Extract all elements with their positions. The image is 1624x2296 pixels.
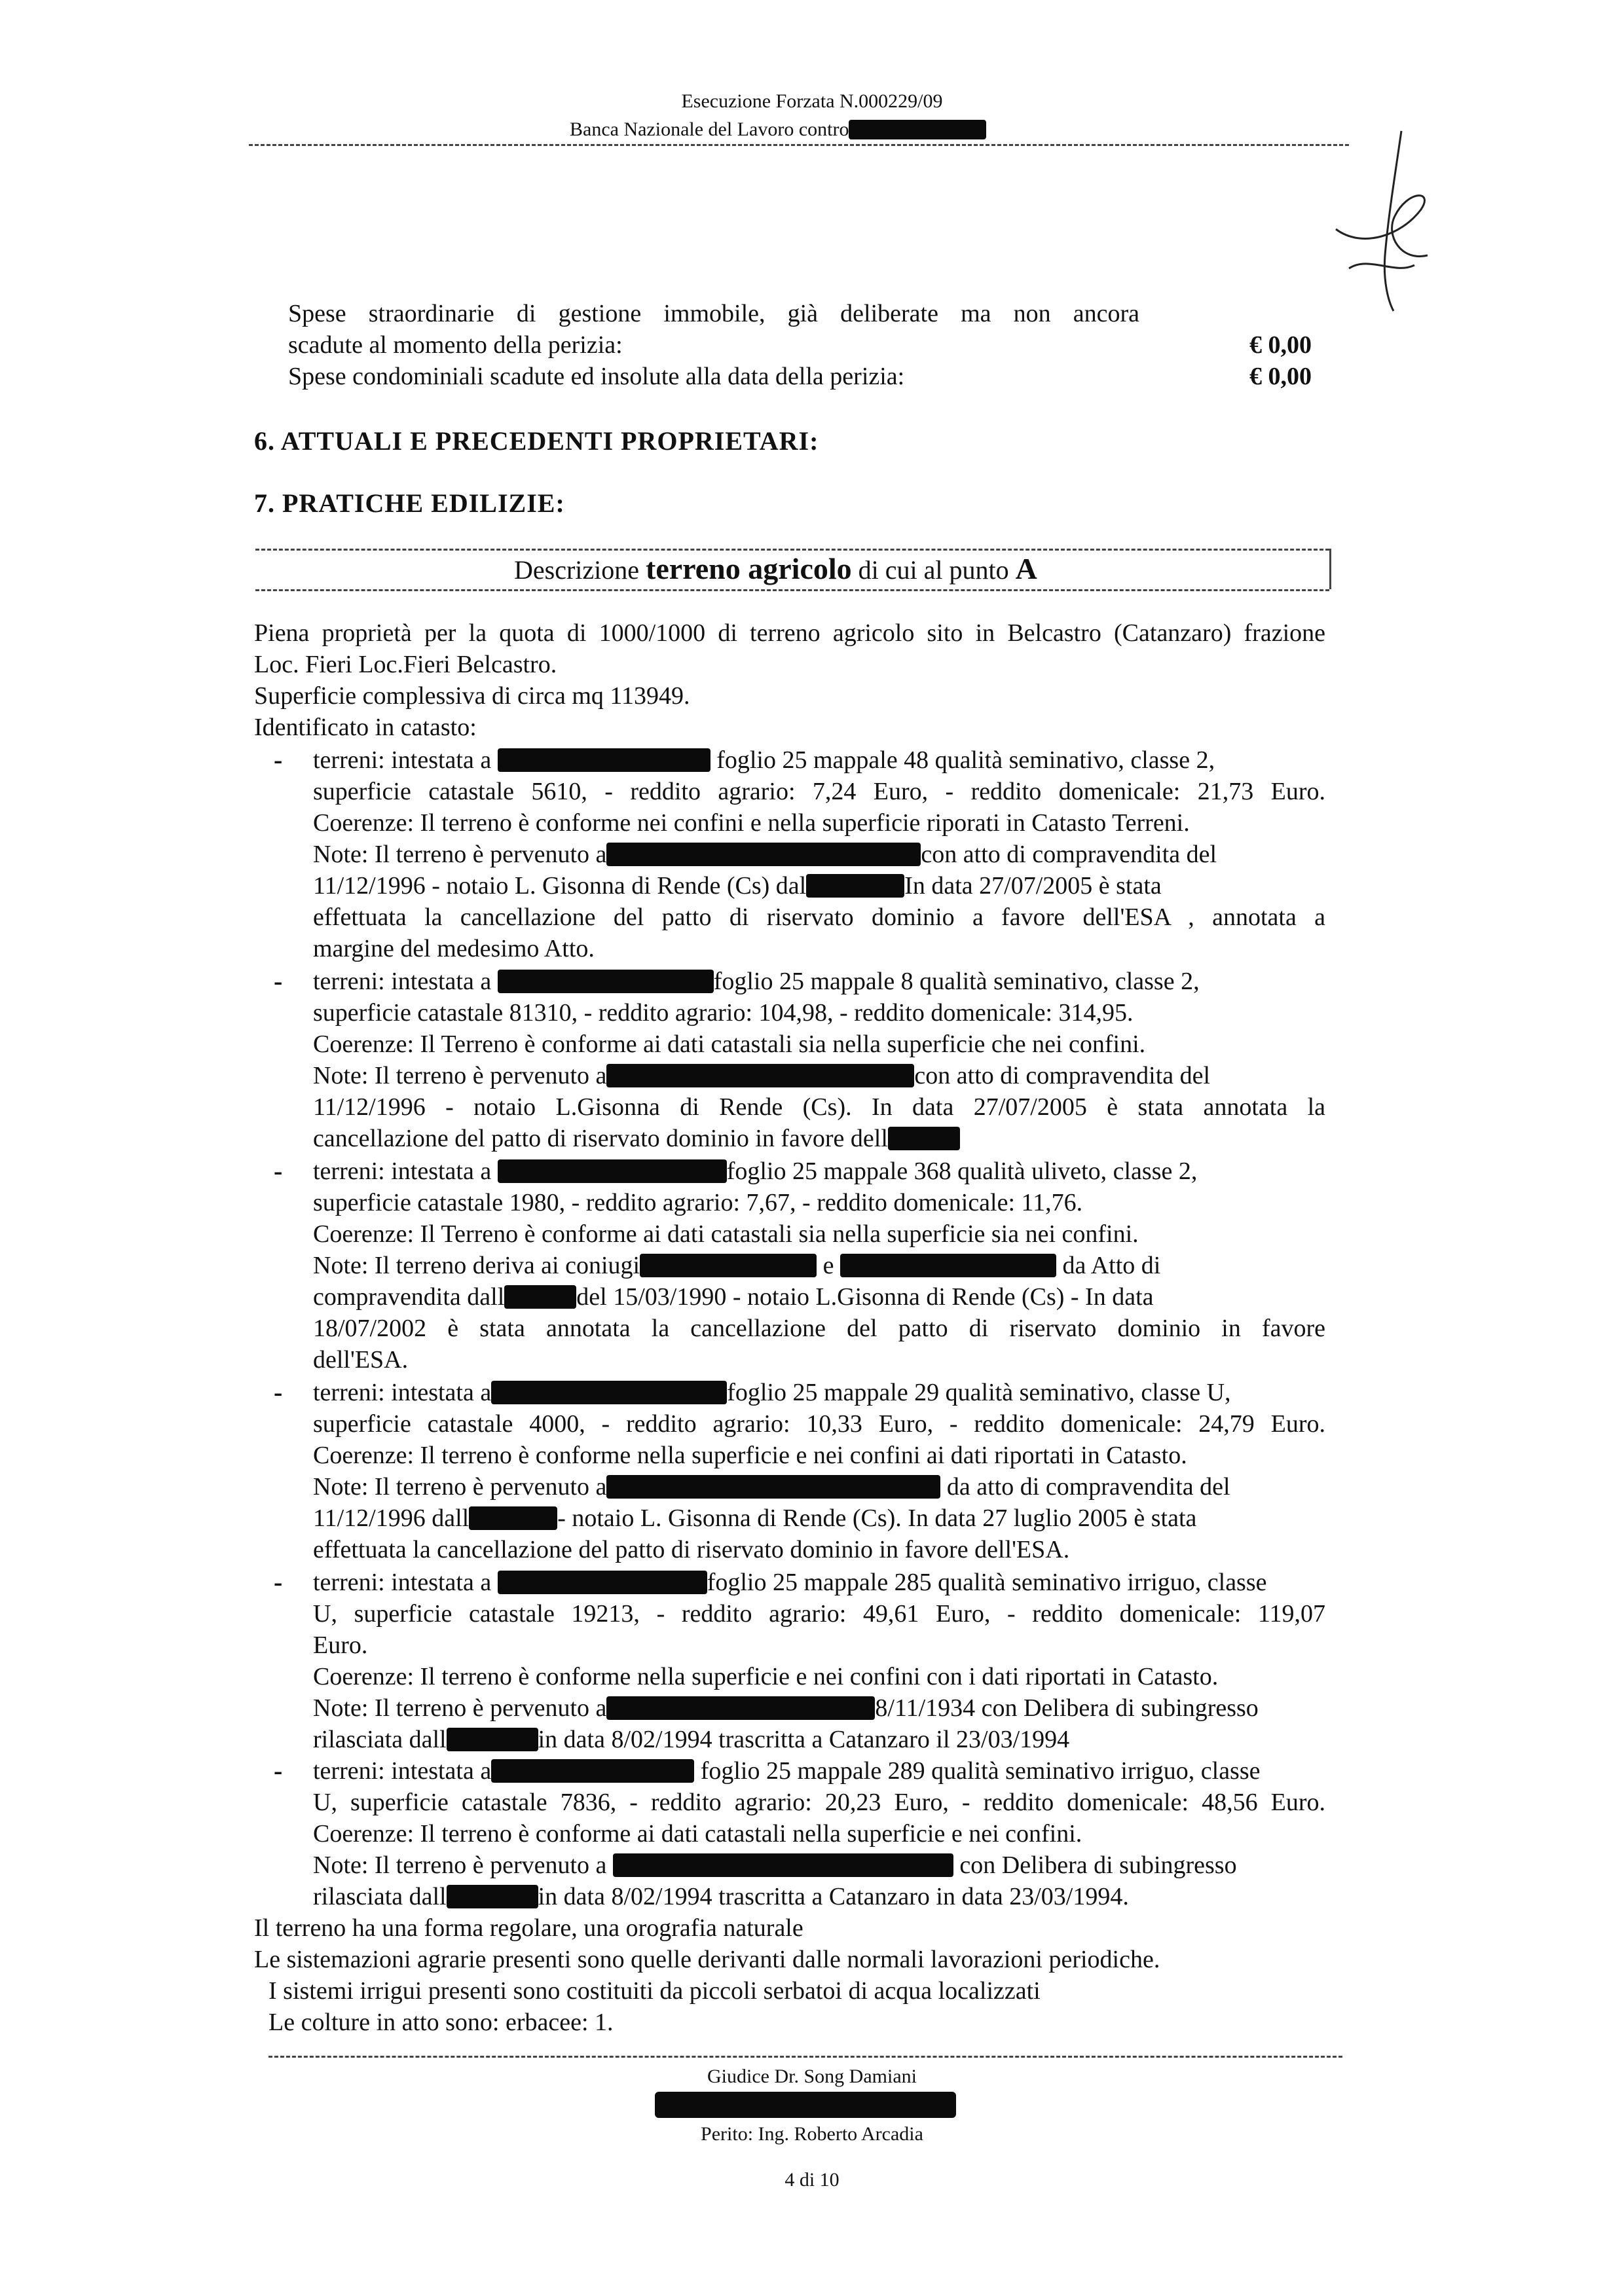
box-title — [514, 551, 1037, 586]
t3-line-2: superficie catastale 1980, - reddito agrario: 7,67, - reddito domenicale: 11,76. — [313, 1189, 1083, 1216]
t1-note-label: Note: Il terreno è pervenuto a — [313, 841, 607, 868]
redacted-name — [498, 1159, 727, 1183]
t5-parcel: foglio 25 mappale 285 qualità seminativo irriguo, classe — [707, 1569, 1267, 1596]
redacted-name — [498, 1571, 707, 1594]
t4-parcel: foglio 25 mappale 29 qualità seminativo, classe U, — [727, 1379, 1231, 1406]
t1-note-text: con atto di compravendita del — [921, 841, 1217, 868]
t2-line-4 — [313, 1060, 1210, 1091]
t5-line-4: Coerenze: Il terreno è conforme nella superficie e nei confini con i dati riportati in Catasto. — [313, 1663, 1219, 1690]
box-title-bold: terreno agricolo — [646, 552, 852, 585]
t6-line-3: Coerenze: Il terreno è conforme ai dati catastali nella superficie e nei confini. — [313, 1820, 1082, 1848]
t5-note-text: 8/11/1934 con Delibera di subingresso — [875, 1694, 1259, 1722]
redacted-name — [491, 1759, 694, 1783]
t6-parcel: foglio 25 mappale 289 qualità seminativo irriguo, classe — [700, 1757, 1261, 1785]
t3-parcel: foglio 25 mappale 368 qualità uliveto, classe 2, — [726, 1157, 1198, 1185]
t2-parcel: foglio 25 mappale 8 qualità seminativo, classe 2, — [713, 968, 1200, 995]
intro-line-1: Piena proprietà per la quota di 1000/1000 di terreno agricolo sito in Belcastro (Catanzaro) frazione — [254, 619, 1325, 647]
redacted-name — [888, 1127, 960, 1150]
redacted-name — [840, 1254, 1056, 1277]
t4-line-6: effettuata la cancellazione del patto di riservato dominio in favore dell'ESA. — [313, 1536, 1070, 1563]
closing-line-1: Il terreno ha una forma regolare, una orografia naturale — [254, 1914, 803, 1942]
t5-owner-label: terreni: intestata a — [313, 1569, 492, 1596]
t4-note-cont: - notaio L. Gisonna di Rende (Cs). In data 27 luglio 2005 è stata — [557, 1504, 1197, 1532]
footer-divider — [268, 2056, 1342, 2058]
t4-line-2: superficie catastale 4000, - reddito agrario: 10,33 Euro, - reddito domenicale: 24,79 Euro. — [313, 1410, 1325, 1438]
t6-note-from: rilasciata dall — [313, 1883, 447, 1910]
t3-note-label: Note: Il terreno deriva ai coniugi — [313, 1252, 640, 1279]
t5-line-1 — [313, 1567, 1267, 1598]
box-top-border — [255, 549, 1329, 551]
spese-amount-2: € 0,00 — [1249, 363, 1312, 390]
redacted-name — [498, 748, 710, 772]
redacted-name — [469, 1506, 557, 1530]
t1-line-7: margine del medesimo Atto. — [313, 935, 595, 962]
t6-line-4 — [313, 1850, 1237, 1881]
bullet-3: - — [274, 1156, 283, 1186]
redacted-name — [806, 874, 904, 898]
t3-line-5 — [313, 1281, 1154, 1313]
t4-note-label: Note: Il terreno è pervenuto a — [313, 1473, 607, 1501]
t4-owner-label: terreni: intestata a — [313, 1379, 492, 1406]
t3-line-1 — [313, 1156, 1197, 1187]
t1-line-5 — [313, 870, 1162, 902]
redacted-name — [606, 1064, 914, 1087]
t5-note-label: Note: Il terreno è pervenuto a — [313, 1694, 607, 1722]
footer-expert: Perito: Ing. Roberto Arcadia — [701, 2123, 923, 2145]
section-6-heading: 6. ATTUALI E PRECEDENTI PROPRIETARI: — [254, 426, 819, 456]
redacted-name — [447, 1728, 538, 1751]
redacted-name — [606, 1475, 940, 1499]
t2-line-3: Coerenze: Il Terreno è conforme ai dati catastali sia nella superficie che nei confini. — [313, 1030, 1146, 1058]
t4-line-1 — [313, 1377, 1231, 1408]
redacted-name — [504, 1285, 576, 1309]
bullet-5: - — [274, 1567, 283, 1597]
t3-note-and: e — [822, 1252, 834, 1279]
t5-line-2: U, superficie catastale 19213, - reddito agrario: 49,61 Euro, - reddito domenicale: 119,07 — [313, 1600, 1325, 1628]
spese-line-2: scadute al momento della perizia: — [288, 331, 623, 359]
t5-line-5 — [313, 1692, 1259, 1724]
t3-line-6: 18/07/2002 è stata annotata la cancellazione del patto di riservato dominio in favore — [313, 1315, 1325, 1342]
signature-icon — [1323, 124, 1441, 314]
t3-note-text: da Atto di — [1062, 1252, 1161, 1279]
t3-note-from: compravendita dall — [313, 1283, 505, 1311]
t2-line-2: superficie catastale 81310, - reddito agrario: 104,98, - reddito domenicale: 314,95. — [313, 999, 1134, 1027]
bullet-6: - — [274, 1756, 283, 1785]
t3-line-4 — [313, 1250, 1160, 1281]
header-line-2 — [570, 117, 986, 143]
t6-line-5 — [313, 1881, 1129, 1912]
t5-line-6 — [313, 1724, 1069, 1755]
redacted-name — [447, 1885, 538, 1908]
t2-note-text: con atto di compravendita del — [914, 1062, 1211, 1089]
t3-note-cont: del 15/03/1990 - notaio L.Gisonna di Rende (Cs) - In data — [576, 1283, 1154, 1311]
t2-note-end: cancellazione del patto di riservato dominio in favore dell — [313, 1125, 888, 1152]
t2-note-label: Note: Il terreno è pervenuto a — [313, 1062, 607, 1089]
redacted-signature — [655, 2092, 956, 2118]
intro-line-3: Superficie complessiva di circa mq 113949. — [254, 682, 690, 710]
header-parties: Banca Nazionale del Lavoro contro — [570, 118, 849, 140]
bullet-1: - — [274, 745, 283, 774]
t3-line-3: Coerenze: Il Terreno è conforme ai dati catastali sia nella superficie sia nei confini. — [313, 1220, 1139, 1248]
t6-line-1 — [313, 1755, 1261, 1787]
t4-note-date: 11/12/1996 dall — [313, 1504, 470, 1532]
spese-line-3: Spese condominiali scadute ed insolute alla data della perizia: — [288, 363, 905, 390]
bullet-4: - — [274, 1377, 283, 1407]
redacted-name — [640, 1254, 817, 1277]
t6-line-2: U, superficie catastale 7836, - reddito agrario: 20,23 Euro, - reddito domenicale: 48,56 Euro. — [313, 1789, 1325, 1816]
t6-owner-label: terreni: intestata a — [313, 1757, 492, 1785]
page-number: 4 di 10 — [784, 2169, 840, 2191]
header-divider — [249, 144, 1349, 146]
t5-note-cont: in data 8/02/1994 trascritta a Catanzaro il 23/03/1994 — [538, 1726, 1070, 1753]
t2-line-5: 11/12/1996 - notaio L.Gisonna di Rende (Cs). In data 27/07/2005 è stata annotata la — [313, 1093, 1325, 1121]
header-line-1: Esecuzione Forzata N.000229/09 — [681, 90, 943, 112]
t4-line-4 — [313, 1471, 1230, 1503]
intro-line-2: Loc. Fieri Loc.Fieri Belcastro. — [254, 651, 557, 678]
t2-owner-label: terreni: intestata a — [313, 968, 492, 995]
t1-parcel: foglio 25 mappale 48 qualità seminativo, classe 2, — [716, 746, 1215, 774]
spese-amount-1: € 0,00 — [1249, 331, 1312, 359]
bullet-2: - — [274, 966, 283, 996]
redacted-name — [613, 1853, 953, 1877]
t1-line-2: superficie catastale 5610, - reddito agrario: 7,24 Euro, - reddito domenicale: 21,73 Euro. — [313, 778, 1325, 805]
closing-line-4: Le colture in atto sono: erbacee: 1. — [268, 2009, 614, 2036]
t1-owner-label: terreni: intestata a — [313, 746, 492, 774]
t1-line-6: effettuata la cancellazione del patto di riservato dominio a favore dell'ESA , annotata a — [313, 903, 1325, 931]
t1-line-4 — [313, 839, 1217, 870]
box-title-post: di cui al punto — [858, 555, 1009, 585]
t2-line-1 — [313, 966, 1200, 997]
box-bottom-border — [255, 589, 1329, 591]
t5-note-from: rilasciata dall — [313, 1726, 447, 1753]
t1-note-date: 11/12/1996 - notaio L. Gisonna di Rende (Cs) dal — [313, 872, 807, 900]
t4-note-text: da atto di compravendita del — [946, 1473, 1230, 1501]
closing-line-2: Le sistemazioni agrarie presenti sono quelle derivanti dalle normali lavorazioni periodiche. — [254, 1946, 1160, 1973]
redacted-name — [606, 1696, 875, 1720]
closing-line-3: I sistemi irrigui presenti sono costituiti da piccoli serbatoi di acqua localizzati — [268, 1977, 1041, 2005]
redacted-name — [491, 1381, 727, 1404]
footer-judge: Giudice Dr. Song Damiani — [707, 2066, 917, 2087]
box-right-border — [1329, 549, 1331, 589]
t3-line-7: dell'ESA. — [313, 1346, 409, 1374]
redacted-name — [606, 843, 921, 866]
t1-line-1 — [313, 744, 1215, 776]
t5-line-3: Euro. — [313, 1631, 368, 1659]
t4-line-3: Coerenze: Il terreno è conforme nella superficie e nei confini ai dati riportati in Catasto. — [313, 1442, 1187, 1469]
t6-note-cont: in data 8/02/1994 trascritta a Catanzaro in data 23/03/1994. — [538, 1883, 1129, 1910]
intro-line-4: Identificato in catasto: — [254, 714, 477, 741]
section-7-heading: 7. PRATICHE EDILIZIE: — [254, 488, 565, 518]
box-title-letter: A — [1015, 552, 1037, 585]
t4-line-5 — [313, 1503, 1196, 1534]
t1-line-3: Coerenze: Il terreno è conforme nei confini e nella superficie riporati in Catasto Terreni. — [313, 809, 1190, 837]
t6-note-text: con Delibera di subingresso — [959, 1851, 1237, 1879]
t3-owner-label: terreni: intestata a — [313, 1157, 492, 1185]
t6-note-label: Note: Il terreno è pervenuto a — [313, 1851, 607, 1879]
t2-line-6 — [313, 1123, 960, 1154]
t1-note-cont: In data 27/07/2005 è stata — [904, 872, 1162, 900]
box-title-pre: Descrizione — [514, 555, 640, 585]
redacted-name — [498, 970, 714, 993]
redacted-name — [849, 120, 986, 139]
spese-line-1: Spese straordinarie di gestione immobile, già deliberate ma non ancora — [288, 300, 1139, 327]
